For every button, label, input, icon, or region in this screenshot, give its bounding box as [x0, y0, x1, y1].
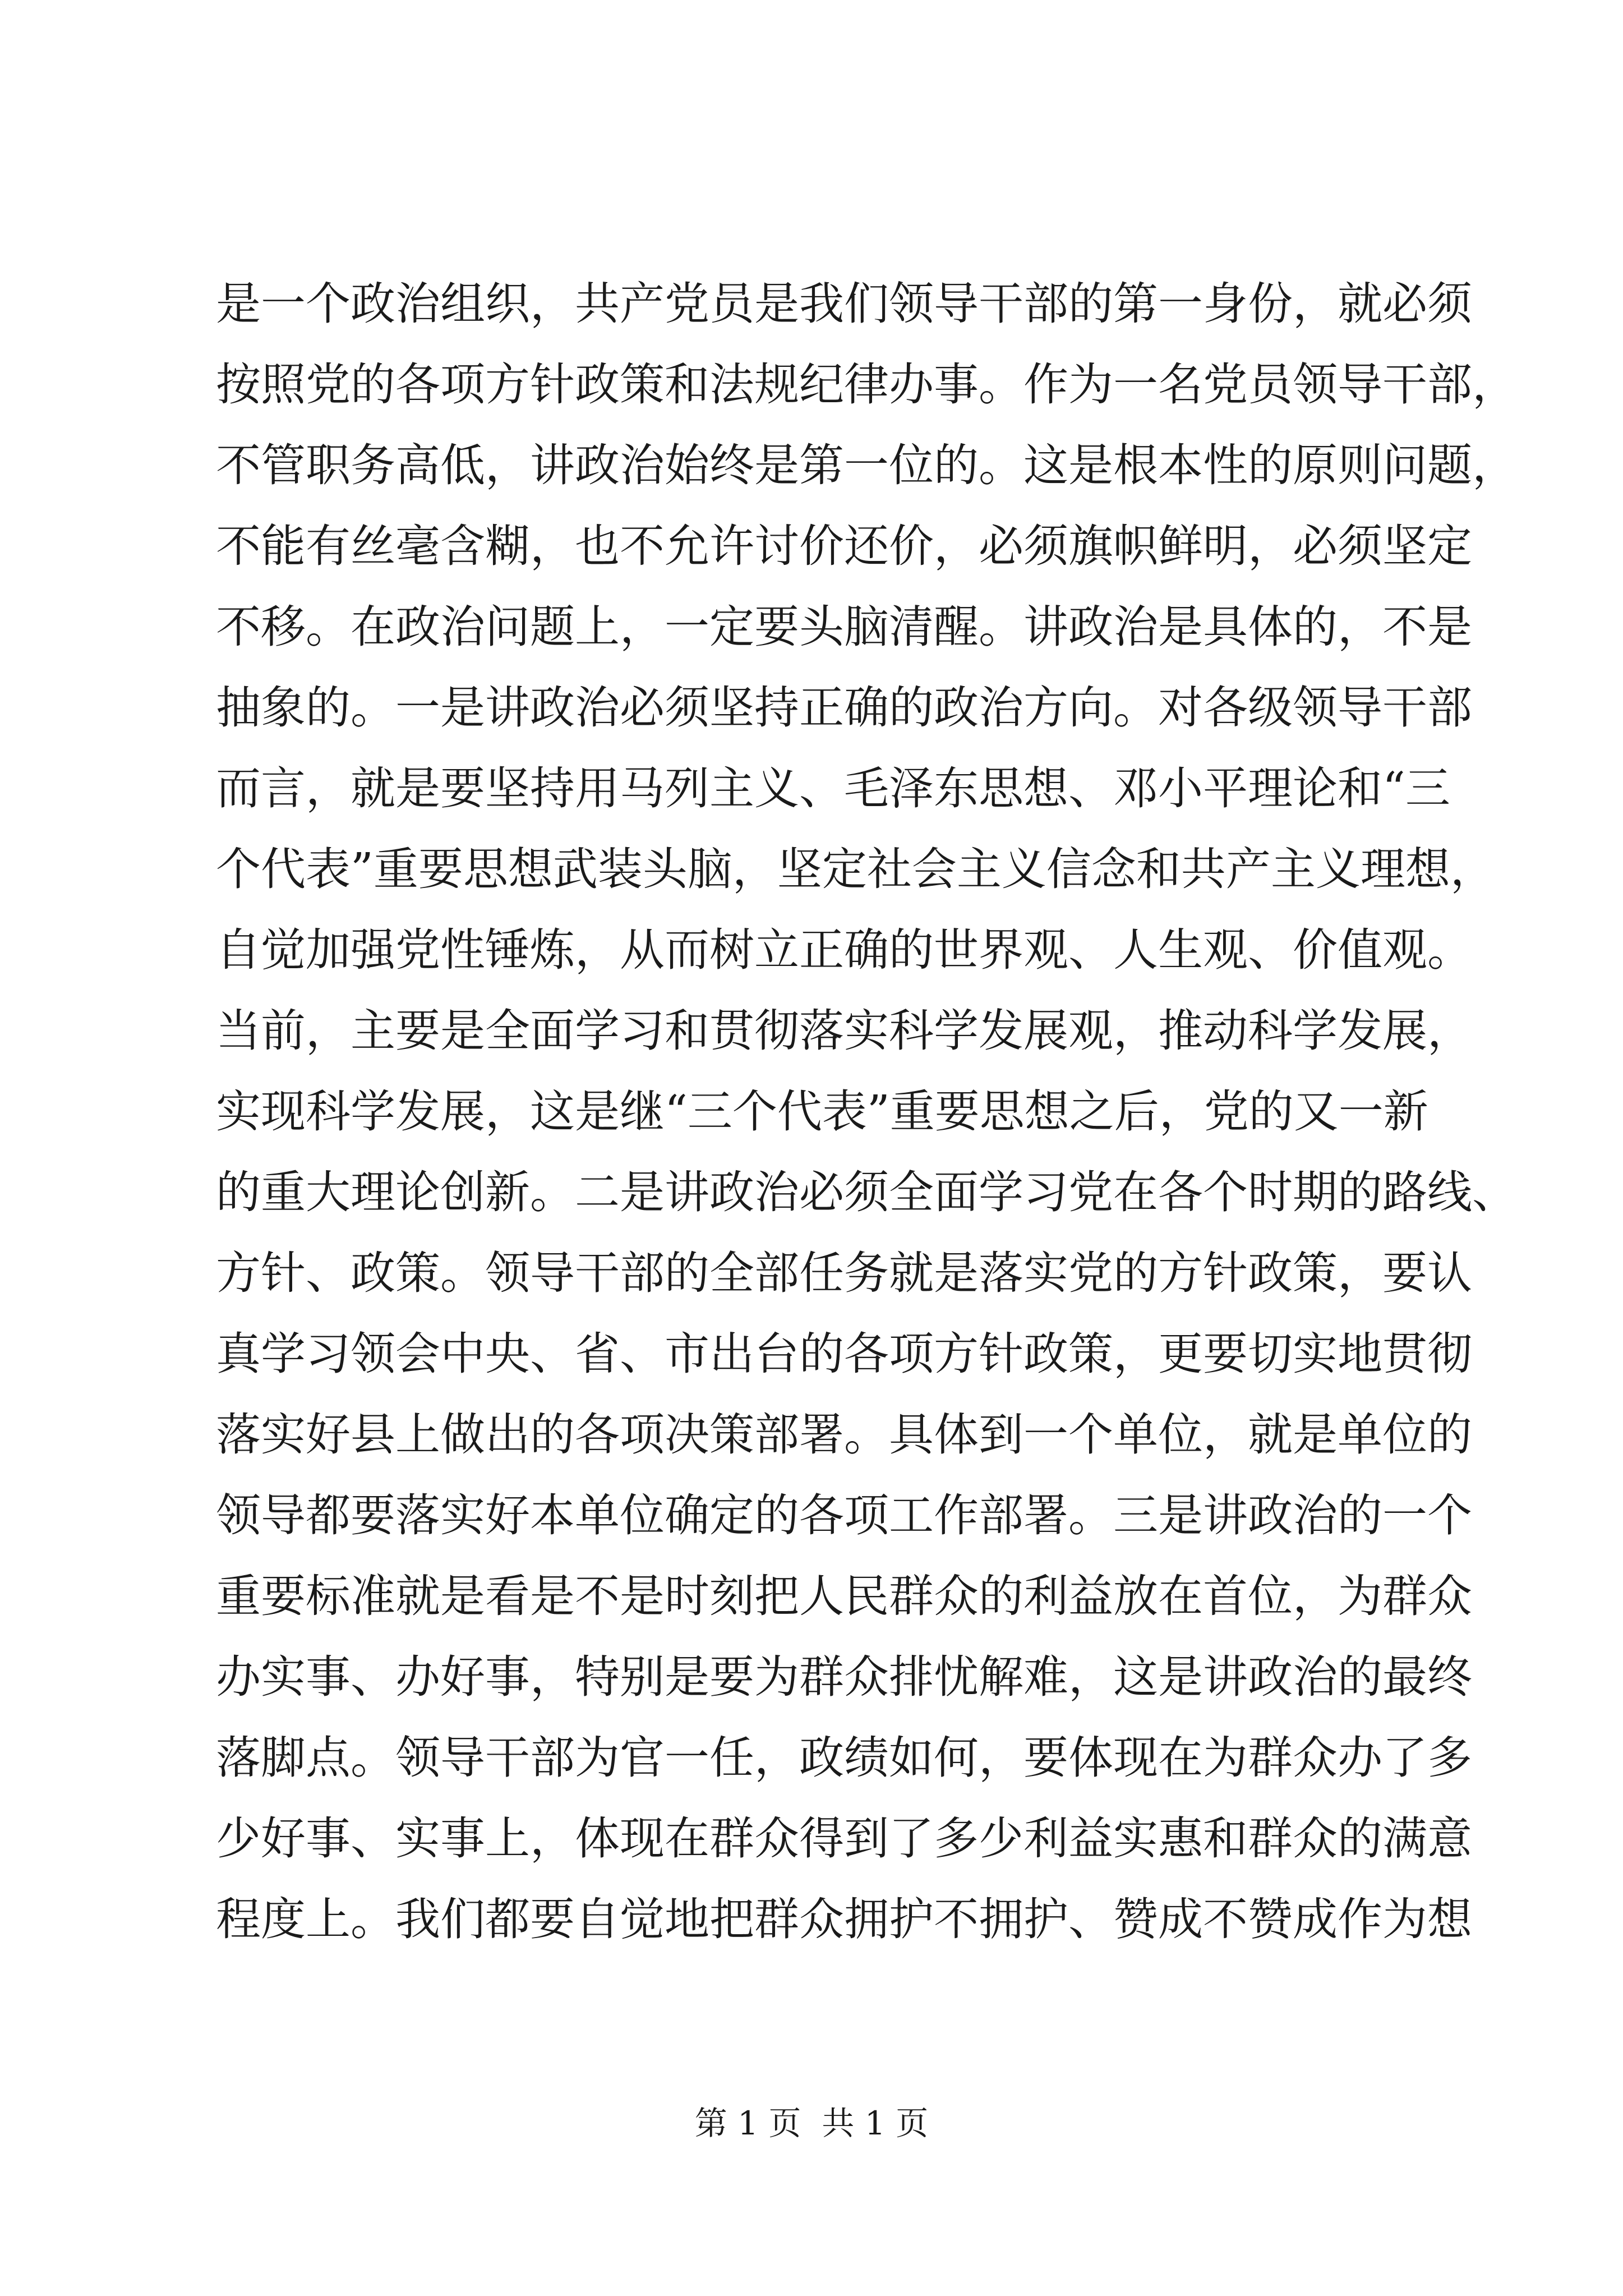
body-text: [216, 264, 1517, 1960]
text-line: 方针、政策。领导干部的全部任务就是落实党的方针政策，要认: [216, 1247, 1472, 1299]
text-line: 落脚点。领导干部为官一任，政绩如何，要体现在为群众办了多: [216, 1732, 1472, 1784]
text-line: 实现科学发展，这是继“三个代表”重要思想之后，党的又一新: [216, 1085, 1428, 1138]
text-line: 不管职务高低，讲政治始终是第一位的。这是根本性的原则问题，: [216, 439, 1517, 491]
text-line: 是一个政治组织，共产党员是我们领导干部的第一身份，就必须: [216, 278, 1472, 330]
text-line: 真学习领会中央、省、市出台的各项方针政策，更要切实地贯彻: [216, 1328, 1472, 1380]
text-line: 少好事、实事上，体现在群众得到了多少利益实惠和群众的满意: [216, 1812, 1472, 1865]
text-line: 自觉加强党性锤炼，从而树立正确的世界观、人生观、价值观。: [216, 924, 1472, 976]
text-line: 落实好县上做出的各项决策部署。具体到一个单位，就是单位的: [216, 1409, 1472, 1461]
text-line: 办实事、办好事，特别是要为群众排忧解难，这是讲政治的最终: [216, 1651, 1472, 1703]
text-line: 不能有丝毫含糊，也不允许讨价还价，必须旗帜鲜明，必须坚定: [216, 520, 1472, 572]
text-line: 领导都要落实好本单位确定的各项工作部署。三是讲政治的一个: [216, 1489, 1472, 1542]
page-number-footer: 第 1 页 共 1 页: [694, 2104, 929, 2142]
text-line: 而言，就是要坚持用马列主义、毛泽东思想、邓小平理论和“三: [216, 762, 1450, 815]
text-line: 抽象的。一是讲政治必须坚持正确的政治方向。对各级领导干部: [216, 682, 1472, 734]
text-line: 个代表”重要思想武装头脑，坚定社会主义信念和共产主义理想，: [216, 843, 1495, 895]
text-line: 程度上。我们都要自觉地把群众拥护不拥护、赞成不赞成作为想: [216, 1893, 1472, 1945]
text-line: 按照党的各项方针政策和法规纪律办事。作为一名党员领导干部，: [216, 358, 1517, 411]
text-line: 的重大理论创新。二是讲政治必须全面学习党在各个时期的路线、: [216, 1166, 1517, 1218]
text-line: 不移。在政治问题上，一定要头脑清醒。讲政治是具体的，不是: [216, 601, 1472, 653]
text-line: 重要标准就是看是不是时刻把人民群众的利益放在首位，为群众: [216, 1570, 1472, 1622]
text-line: 当前，主要是全面学习和贯彻落实科学发展观，推动科学发展，: [216, 1005, 1472, 1057]
